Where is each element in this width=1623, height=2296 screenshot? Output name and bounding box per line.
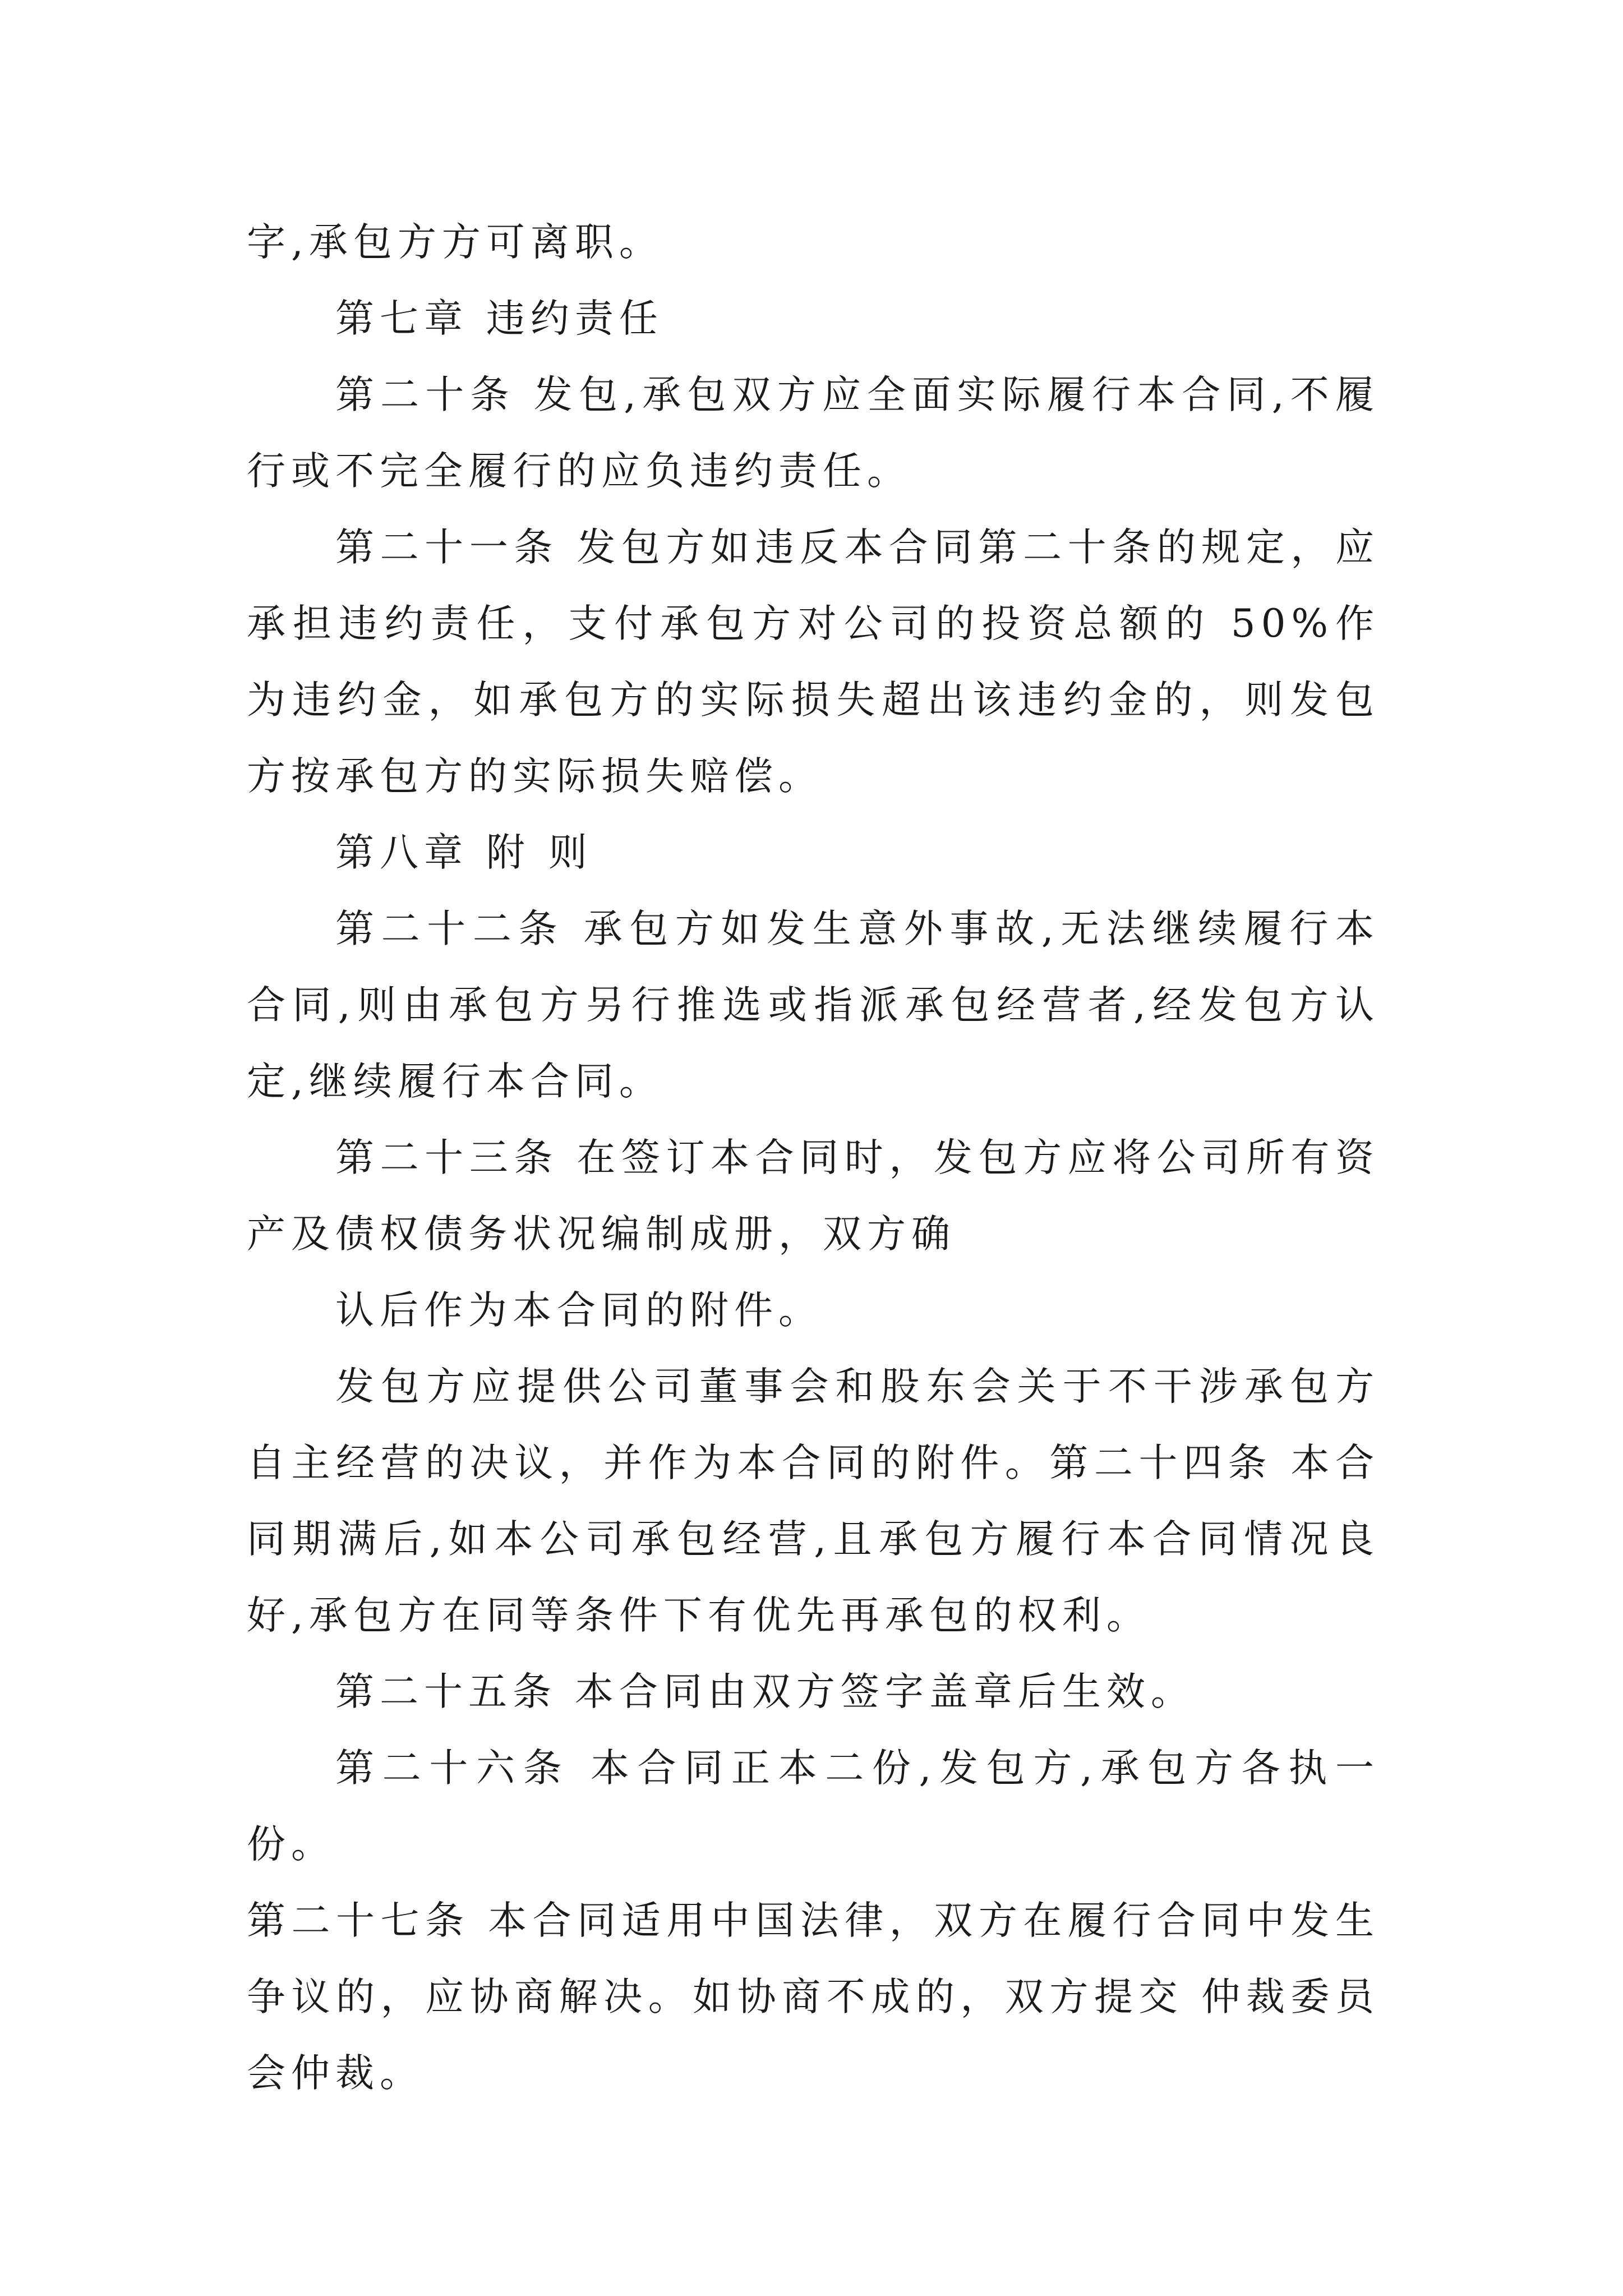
article-23-resolution-and-article-24: 发包方应提供公司董事会和股东会关于不干涉承包方自主经营的决议，并作为本合同的附件。第二十四条 本合同期满后,如本公司承包经营,且承包方履行本合同情况良好,承包方在同等条件下有优先再承包的权利。 bbox=[247, 1364, 1380, 1638]
article-25: 第二十五条 本合同由双方签字盖章后生效。 bbox=[335, 1669, 1195, 1714]
article-23: 第二十三条 在签订本合同时，发包方应将公司所有资产及债权债务状况编制成册，双方确 bbox=[247, 1135, 1380, 1257]
paragraph-resignation-tail: 字,承包方方可离职。 bbox=[247, 220, 663, 265]
chapter-8-heading: 第八章 附 则 bbox=[335, 830, 593, 875]
chapter-7-heading: 第七章 违约责任 bbox=[335, 296, 663, 341]
article-26: 第二十六条 本合同正本二份,发包方,承包方各执一份。 bbox=[247, 1746, 1380, 1867]
article-21: 第二十一条 发包方如违反本合同第二十条的规定，应承担违约责任，支付承包方对公司的投资总额的 50%作为违约金，如承包方的实际损失超出该违约金的，则发包方按承包方的实际损失赔偿。 bbox=[247, 525, 1380, 799]
article-23-continuation: 认后作为本合同的附件。 bbox=[335, 1288, 823, 1333]
document-body bbox=[247, 204, 1380, 2111]
article-27: 第二十七条 本合同适用中国法律，双方在履行合同中发生争议的，应协商解决。如协商不成的，双方提交 仲裁委员会仲裁。 bbox=[247, 1898, 1380, 2096]
article-20: 第二十条 发包,承包双方应全面实际履行本合同,不履行或不完全履行的应负违约责任。 bbox=[247, 372, 1380, 494]
article-22: 第二十二条 承包方如发生意外事故,无法继续履行本合同,则由承包方另行推选或指派承包经营者,经发包方认定,继续履行本合同。 bbox=[247, 907, 1380, 1104]
